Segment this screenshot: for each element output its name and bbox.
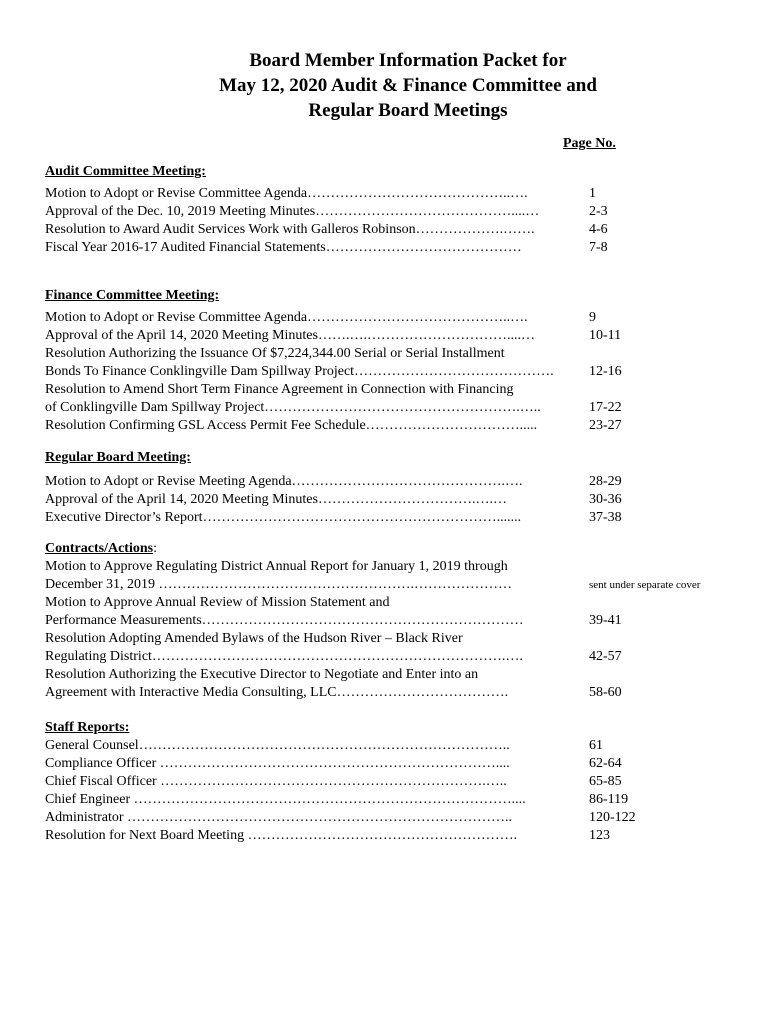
regular-board-section [45,449,745,527]
agenda-row-text: Approval of the April 14, 2020 Meeting Minutes…………………………….….… [45,492,507,507]
agenda-row [45,491,745,509]
agenda-row-text: Fiscal Year 2016-17 Audited Financial Statements…………………………………… [45,240,522,255]
document-title [0,48,770,123]
agenda-row-text: Motion to Adopt or Revise Meeting Agenda……………………………………….…. [45,474,523,489]
audit-committee-section [45,163,745,257]
agenda-row [45,630,745,648]
agenda-row-text: Chief Engineer ……………………………………………………………………….... [45,792,526,807]
staff-reports-section [45,719,745,845]
agenda-row [45,827,745,845]
agenda-row-text: General Counsel…………………………………………………………………….. [45,738,510,753]
title-line-1: Board Member Information Packet for [249,50,567,71]
agenda-row-page: 30-36 [589,492,622,507]
contracts-actions-colon: : [153,541,157,556]
agenda-row-text: Motion to Approve Annual Review of Mission Statement and [45,595,390,610]
agenda-row-text: Regulating District………………………………………………………………….…. [45,649,523,664]
agenda-row-page: 37-38 [589,510,622,525]
agenda-row-page: 120-122 [589,810,636,825]
agenda-row-text: Approval of the Dec. 10, 2019 Meeting Minutes……………………………………....… [45,204,540,219]
agenda-row-text: Motion to Adopt or Revise Committee Agenda……………………………………..…. [45,310,528,325]
contracts-actions-heading-text: Contracts/Actions [45,541,154,556]
agenda-row-text: Bonds To Finance Conklingville Dam Spillway Project……………………………………. [45,364,554,379]
agenda-row-page: 1 [589,186,596,201]
agenda-row [45,755,745,773]
agenda-row [45,666,745,684]
agenda-row-text: Resolution Confirming GSL Access Permit Fee Schedule……………………………..... [45,418,538,433]
agenda-row-text: Motion to Approve Regulating District Annual Report for January 1, 2019 through [45,559,508,574]
agenda-row-text: Chief Fiscal Officer …………………………………………………………….….. [45,774,507,789]
agenda-row-text: December 31, 2019 ……………………………………………….………………… [45,577,513,592]
agenda-row-text: Motion to Adopt or Revise Committee Agenda……………………………………..…. [45,186,528,201]
agenda-row-text: Administrator ……………………………………………………………………….. [45,810,513,825]
agenda-row-page: 4-6 [589,222,608,237]
title-line-3: Regular Board Meetings [308,100,508,121]
agenda-row-text: Compliance Officer ……………………………………………………………….... [45,756,510,771]
agenda-row-text: Resolution Adopting Amended Bylaws of the Hudson River – Black River [45,631,463,646]
agenda-row-page: 123 [589,828,610,843]
agenda-row-text: of Conklingville Dam Spillway Project……………………………………………….….. [45,400,541,415]
agenda-row [45,612,745,630]
agenda-row [45,509,745,527]
agenda-row [45,648,745,666]
agenda-row [45,239,745,257]
agenda-row [45,737,745,755]
agenda-row-page: 17-22 [589,400,622,415]
agenda-row-page: 2-3 [589,204,608,219]
agenda-row [45,363,745,381]
agenda-row-text: Agreement with Interactive Media Consulting, LLC………………………………. [45,685,509,700]
audit-committee-heading: Audit Committee Meeting: [45,164,206,179]
agenda-row [45,809,745,827]
agenda-row-page: 86-119 [589,792,629,807]
agenda-row [45,381,745,399]
agenda-row-page: 28-29 [589,474,622,489]
finance-committee-section [45,287,745,435]
agenda-row-page: 23-27 [589,418,622,433]
agenda-row-page: 62-64 [589,756,622,771]
agenda-row [45,473,745,491]
agenda-row-page: 12-16 [589,364,622,379]
agenda-row [45,576,745,594]
agenda-row [45,221,745,239]
agenda-row-page: sent under separate cover [589,579,701,591]
agenda-row [45,558,745,576]
agenda-row-page: 65-85 [589,774,622,789]
agenda-row [45,399,745,417]
agenda-row-text: Resolution to Amend Short Term Finance Agreement in Connection with Financing [45,382,514,397]
agenda-row-page: 7-8 [589,240,608,255]
agenda-row [45,345,745,363]
agenda-row [45,791,745,809]
agenda-row-page: 39-41 [589,613,622,628]
agenda-row-text: Performance Measurements…………………………………………………………… [45,613,524,628]
agenda-row-page: 10-11 [589,328,622,343]
finance-committee-heading: Finance Committee Meeting: [45,288,220,303]
agenda-row-text: Resolution for Next Board Meeting …………………………………………………. [45,828,518,843]
agenda-row [45,185,745,203]
agenda-row [45,773,745,791]
contracts-actions-heading [45,540,745,558]
page-number-header: Page No. [563,136,616,151]
regular-board-heading: Regular Board Meeting: [45,450,191,465]
agenda-row [45,309,745,327]
agenda-row-text: Executive Director’s Report………………………………………………………....... [45,510,522,525]
agenda-row-page: 58-60 [589,685,622,700]
agenda-row-page: 61 [589,738,603,753]
agenda-row [45,594,745,612]
agenda-row-text: Resolution Authorizing the Issuance Of $7,224,344.00 Serial or Serial Installment [45,346,505,361]
agenda-row-text: Approval of the April 14, 2020 Meeting Minutes…….….…………………………....… [45,328,535,343]
staff-reports-heading: Staff Reports: [45,720,130,735]
agenda-row-text: Resolution to Award Audit Services Work with Galleros Robinson……………….……. [45,222,535,237]
agenda-row [45,203,745,221]
agenda-row [45,327,745,345]
agenda-row-page: 9 [589,310,596,325]
agenda-row [45,684,745,702]
agenda-row [45,417,745,435]
title-line-2: May 12, 2020 Audit & Finance Committee and [219,75,597,96]
contracts-actions-section [45,540,745,702]
agenda-row-text: Resolution Authorizing the Executive Director to Negotiate and Enter into an [45,667,479,682]
agenda-row-page: 42-57 [589,649,622,664]
